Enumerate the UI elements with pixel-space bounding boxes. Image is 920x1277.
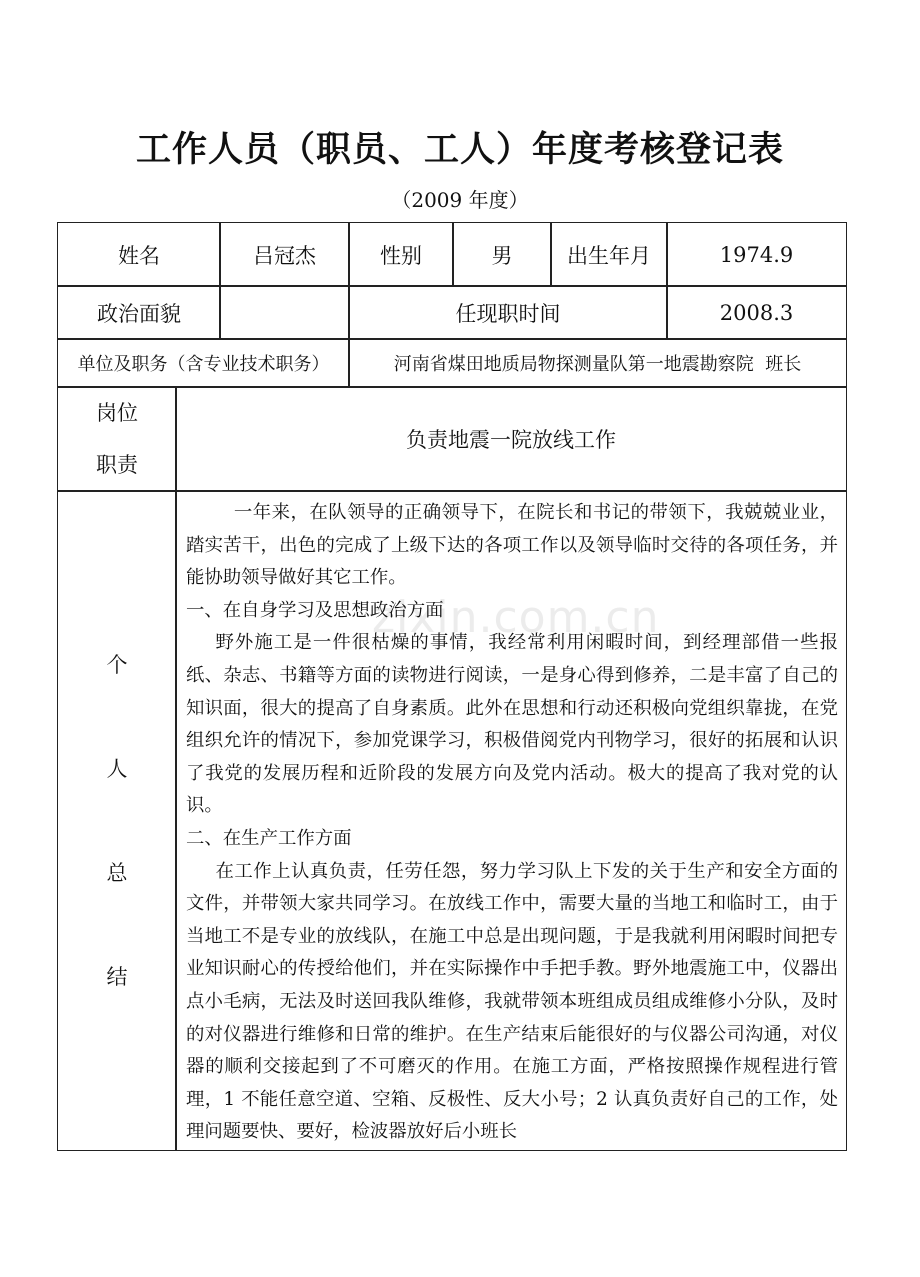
watermark: zixin.com.cn — [372, 592, 660, 643]
form-year: （2009 年度） — [391, 188, 529, 212]
name-value-text: 吕冠杰 — [253, 243, 316, 268]
gender-value — [452, 222, 552, 287]
summary-paragraph: 野外施工是一件很枯燥的事情，我经常利用闲暇时间，到经理部借一些报纸、杂志、书籍等方面的读物进行阅读，一是身心得到修养，二是丰富了自己的知识面，很大的提高了自身素质。此外在思想和行动还积极向党组织靠拢，在党组织允许的情况下，参加党课学习，积极借阅党内刊物学习，很好的拓展和认识了我党的发展历程和近阶段的发展方向及党内活动。极大的提高了我对党的认识。 — [186, 632, 838, 817]
name-value — [219, 222, 350, 287]
summary-paragraph: 在工作上认真负责，任劳任怨，努力学习队上下发的关于生产和安全方面的文件，并带领大家共同学习。在放线工作中，需要大量的当地工和临时工，由于当地工不是专业的放线队，在施工中总是出现问题，于是我就利用闲暇时间把专业知识耐心的传授给他们，并在实际操作中手把手教。野外地震施工中，仪器出点小毛病，无法及时送回我队维修，我就带领本班组成员组成维修小分队，及时的对仪器进行维修和日常的维护。在生产结束后能很好的与仪器公司沟通，对仪器的顺利交接起到了不可磨灭的作用。在施工方面，严格按照操作规程进行管理，1 不能任意空道、空箱、反极性、反大小号；2 认真负责好自己的工作，处理问题要快、要好，检波器放好后小班长 — [186, 860, 838, 1143]
duty-label-line2: 职责 — [96, 453, 138, 477]
summary-heading: 二、在生产工作方面 — [186, 827, 352, 849]
unit-value — [348, 338, 847, 388]
gender-label — [348, 222, 454, 287]
summary-paragraph: 一年来，在队领导的正确领导下，在院长和书记的带领下，我兢兢业业，踏实苦干，出色的完成了上级下达的各项工作以及领导临时交待的各项任务，并能协助领导做好其它工作。 — [186, 502, 838, 589]
gender-value-text: 男 — [491, 243, 513, 268]
name-label — [57, 222, 221, 287]
political-value — [219, 285, 350, 340]
duty-label-line1: 岗位 — [96, 401, 138, 425]
political-label — [57, 285, 221, 340]
birth-value — [666, 222, 847, 287]
tenure-value — [666, 285, 847, 340]
birth-label — [550, 222, 668, 287]
gender-label-text: 性别 — [380, 243, 422, 268]
tenure-label-text: 任现职时间 — [455, 301, 561, 326]
summary-label-char-4: 结 — [106, 964, 128, 989]
tenure-value-text: 2008.3 — [719, 300, 794, 325]
summary-body — [175, 490, 847, 1151]
summary-label-char-3: 总 — [106, 860, 128, 885]
name-label-text: 姓名 — [118, 243, 160, 268]
summary-label-char-2: 人 — [106, 756, 128, 781]
unit-label — [57, 338, 350, 388]
form-title: 工作人员（职员、工人）年度考核登记表 — [135, 130, 784, 170]
duty-value — [175, 386, 847, 492]
summary-label — [57, 490, 177, 1151]
summary-heading: 一、在自身学习及思想政治方面 — [186, 599, 444, 621]
tenure-label — [348, 285, 668, 340]
duty-label — [57, 386, 177, 492]
birth-value-text: 1974.9 — [719, 242, 794, 267]
duty-value-text: 负责地震一院放线工作 — [406, 428, 616, 452]
unit-label-text: 单位及职务（含专业技术职务） — [77, 354, 330, 375]
unit-value-text: 河南省煤田地质局物探测量队第一地震勘察院 班长 — [393, 354, 802, 375]
birth-label-text: 出生年月 — [567, 243, 651, 268]
political-label-text: 政治面貌 — [97, 301, 181, 326]
summary-label-char-1: 个 — [106, 652, 128, 677]
